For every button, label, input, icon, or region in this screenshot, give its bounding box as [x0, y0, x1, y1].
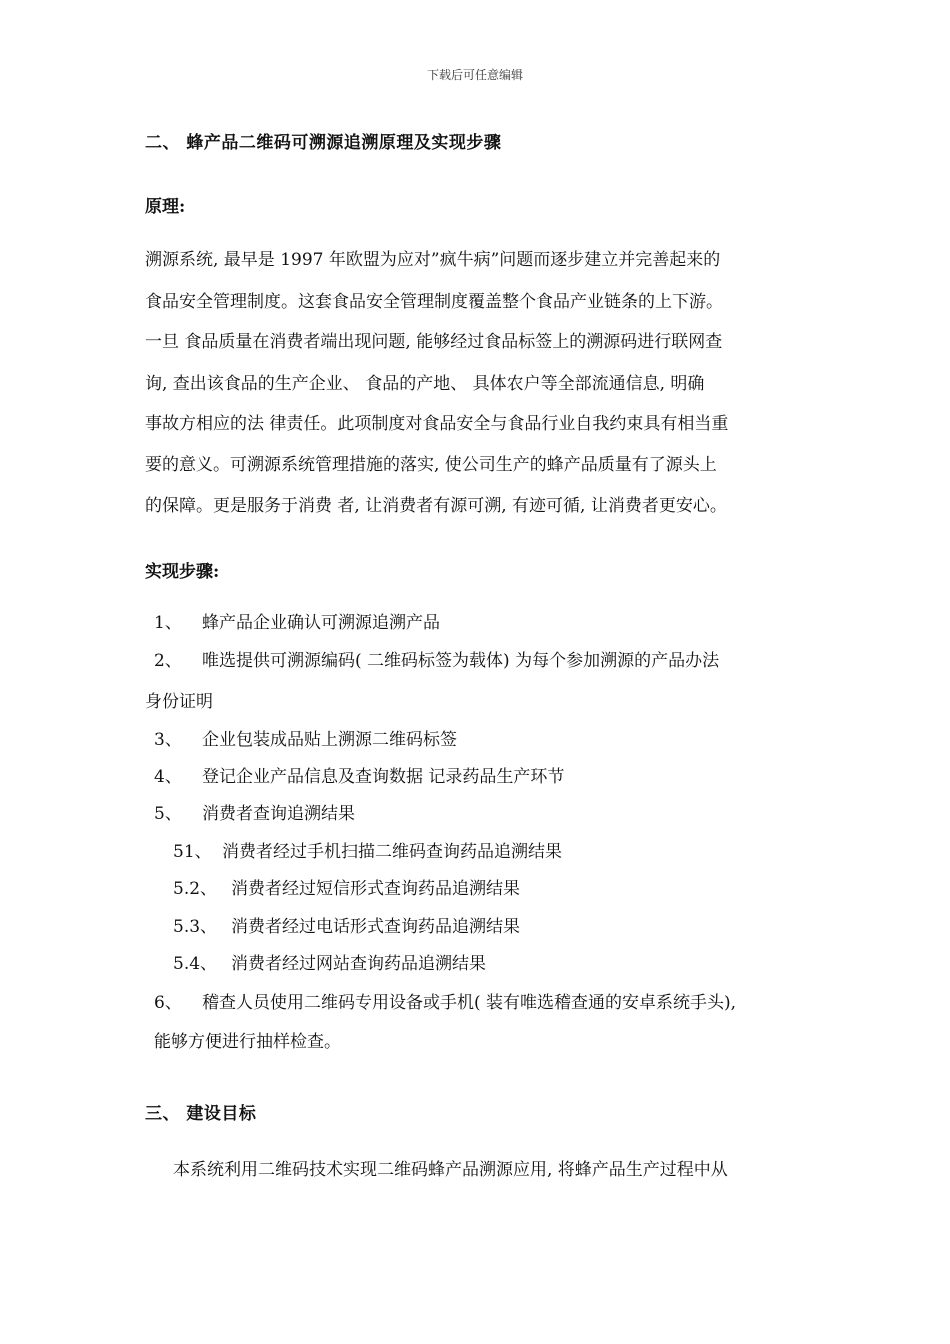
substep-item [173, 842, 562, 862]
step-text: 唯选提供可溯源编码( 二维码标签为载体) 为每个参加溯源的产品办法 [202, 651, 720, 671]
substep-number: 5.3、 [173, 917, 218, 937]
header-note: 下载后可任意编辑 [426, 68, 523, 82]
steps-label: 实现步骤: [145, 562, 220, 582]
step-item [154, 804, 355, 824]
step-text: 蜂产品企业确认可溯源追溯产品 [202, 613, 440, 633]
step-text: 企业包装成品贴上溯源二维码标签 [202, 730, 457, 750]
principle-line: 的保障。更是服务于消费 者, 让消费者有源可溯, 有迹可循, 让消费者更安心。 [145, 496, 727, 516]
section-2-heading: 二、 蜂产品二维码可溯源追溯原理及实现步骤 [145, 133, 502, 153]
principle-line: 食品安全管理制度。这套食品安全管理制度覆盖整个食品产业链条的上下游。 [145, 292, 723, 312]
step-continuation: 身份证明 [145, 692, 213, 712]
principle-line: 询, 查出该食品的生产企业、 食品的产地、 具体农户等全部流通信息, 明确 [145, 374, 705, 394]
substep-item [173, 917, 520, 937]
step-number: 4、 [154, 767, 182, 787]
step-number: 6、 [154, 993, 182, 1013]
section-3-paragraph: 本系统利用二维码技术实现二维码蜂产品溯源应用, 将蜂产品生产过程中从 [173, 1160, 728, 1180]
step-text: 消费者查询追溯结果 [202, 804, 355, 824]
step-number: 2、 [154, 651, 182, 671]
principle-line: 溯源系统, 最早是 1997 年欧盟为应对”疯牛病”问题而逐步建立并完善起来的 [145, 250, 721, 270]
substep-text: 消费者经过短信形式查询药品追溯结果 [231, 879, 520, 899]
step-number: 5、 [154, 804, 182, 824]
step-item [154, 613, 440, 633]
principle-label: 原理: [145, 197, 186, 217]
section-3-heading: 三、 建设目标 [145, 1104, 257, 1124]
substep-number: 5.4、 [173, 954, 218, 974]
substep-item [173, 954, 486, 974]
substep-text: 消费者经过网站查询药品追溯结果 [231, 954, 486, 974]
step-number: 1、 [154, 613, 182, 633]
substep-text: 消费者经过手机扫描二维码查询药品追溯结果 [222, 842, 562, 862]
principle-line: 事故方相应的法 律责任。此项制度对食品安全与食品行业自我约束具有相当重 [145, 414, 729, 434]
step-item [154, 767, 564, 787]
step-text: 登记企业产品信息及查询数据 记录药品生产环节 [202, 767, 565, 787]
substep-number: 5.2、 [173, 879, 218, 899]
substep-number: 51、 [173, 842, 212, 862]
step-number: 3、 [154, 730, 182, 750]
step-item [154, 730, 457, 750]
principle-line: 要的意义。可溯源系统管理措施的落实, 使公司生产的蜂产品质量有了源头上 [145, 455, 717, 475]
step-continuation: 能够方便进行抽样检查。 [154, 1032, 341, 1052]
step-item [154, 651, 719, 671]
step-item [154, 993, 736, 1013]
step-text: 稽查人员使用二维码专用设备或手机( 装有唯选稽查通的安卓系统手头), [202, 993, 737, 1013]
principle-line: 一旦 食品质量在消费者端出现问题, 能够经过食品标签上的溯源码进行联网查 [145, 332, 723, 352]
substep-item [173, 879, 520, 899]
substep-text: 消费者经过电话形式查询药品追溯结果 [231, 917, 520, 937]
